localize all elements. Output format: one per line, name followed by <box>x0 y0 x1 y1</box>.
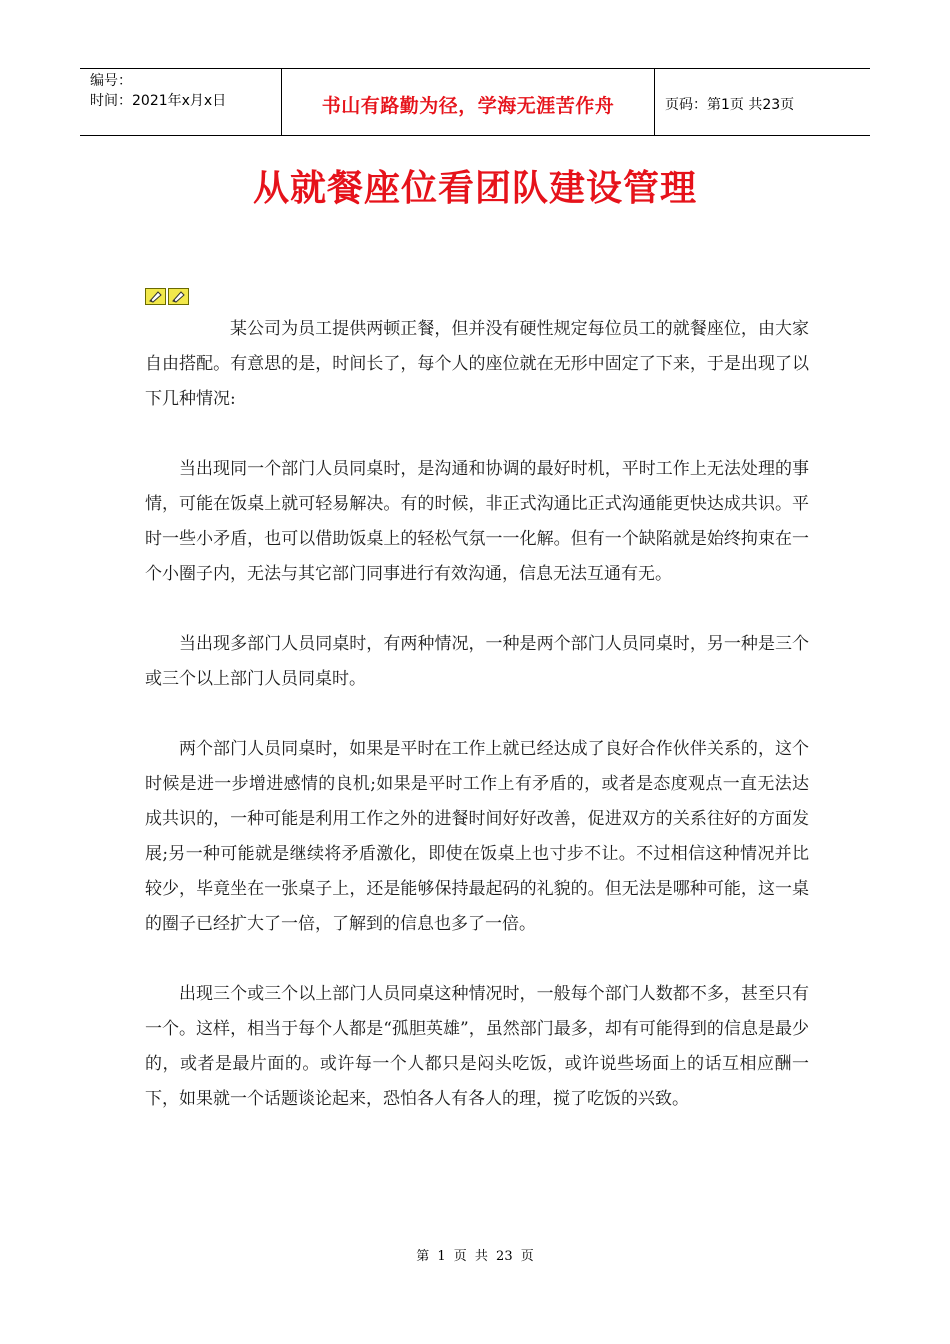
paragraph-same-department: 当出现同一个部门人员同桌时，是沟通和协调的最好时机，平时工作上无法处理的事情，可能在饭桌上就可轻易解决。有的时候，非正式沟通比正式沟通能更快达成共识。平时一些小矛盾，也可以借助饭桌上的轻松气氛一一化解。但有一个缺陷就是始终拘束在一个小圈子内，无法与其它部门同事进行有效沟通，信息无法互通有无。 <box>145 459 809 584</box>
toolbar-icons <box>145 288 189 305</box>
page-footer: 第 1 页 共 23 页 <box>416 1249 534 1264</box>
paragraph-three-departments: 出现三个或三个以上部门人员同桌这种情况时，一般每个部门人数都不多，甚至只有一个。这样，相当于每个人都是“孤胆英雄”，虽然部门最多，却有可能得到的信息是最少的，或者是最片面的。或许每一个人都只是闷头吃饭，或许说些场面上的话互相应酬一下，如果就一个话题谈论起来，恐怕各人有各人的理，搅了吃饭的兴致。 <box>145 984 809 1109</box>
article-body <box>145 312 809 1152</box>
document-header <box>80 68 870 136</box>
paragraph-multi-department: 当出现多部门人员同桌时，有两种情况，一种是两个部门人员同桌时，另一种是三个或三个以上部门人员同桌时。 <box>145 634 809 689</box>
pencil-note-icon[interactable] <box>145 288 166 305</box>
header-motto: 书山有路勤为径，学海无涯苦作舟 <box>282 69 655 135</box>
paragraph-intro: 某公司为员工提供两顿正餐，但并没有硬性规定每位员工的就餐座位，由大家自由搭配。有意思的是，时间长了，每个人的座位就在无形中固定了下来，于是出现了以下几种情况: <box>145 319 809 409</box>
pencil-note-icon-2[interactable] <box>168 288 189 305</box>
page-title: 从就餐座位看团队建设管理 <box>252 167 697 209</box>
header-page-info: 页码：第1页 共23页 <box>665 97 795 113</box>
header-meta <box>80 69 282 135</box>
paragraph-two-departments: 两个部门人员同桌时，如果是平时在工作上就已经达成了良好合作伙伴关系的，这个时候是进一步增进感情的良机;如果是平时工作上有矛盾的，或者是态度观点一直无法达成共识的，一种可能是利用工作之外的进餐时间好好改善，促进双方的关系往好的方面发展;另一种可能就是继续将矛盾激化，即使在饭桌上也寸步不让。不过相信这种情况并比较少，毕竟坐在一张桌子上，还是能够保持最起码的礼貌的。但无法是哪种可能，这一桌的圈子已经扩大了一倍，了解到的信息也多了一倍。 <box>145 739 809 934</box>
time-label: 时间：2021年x月x日 <box>90 93 227 109</box>
number-label: 编号： <box>90 73 132 89</box>
